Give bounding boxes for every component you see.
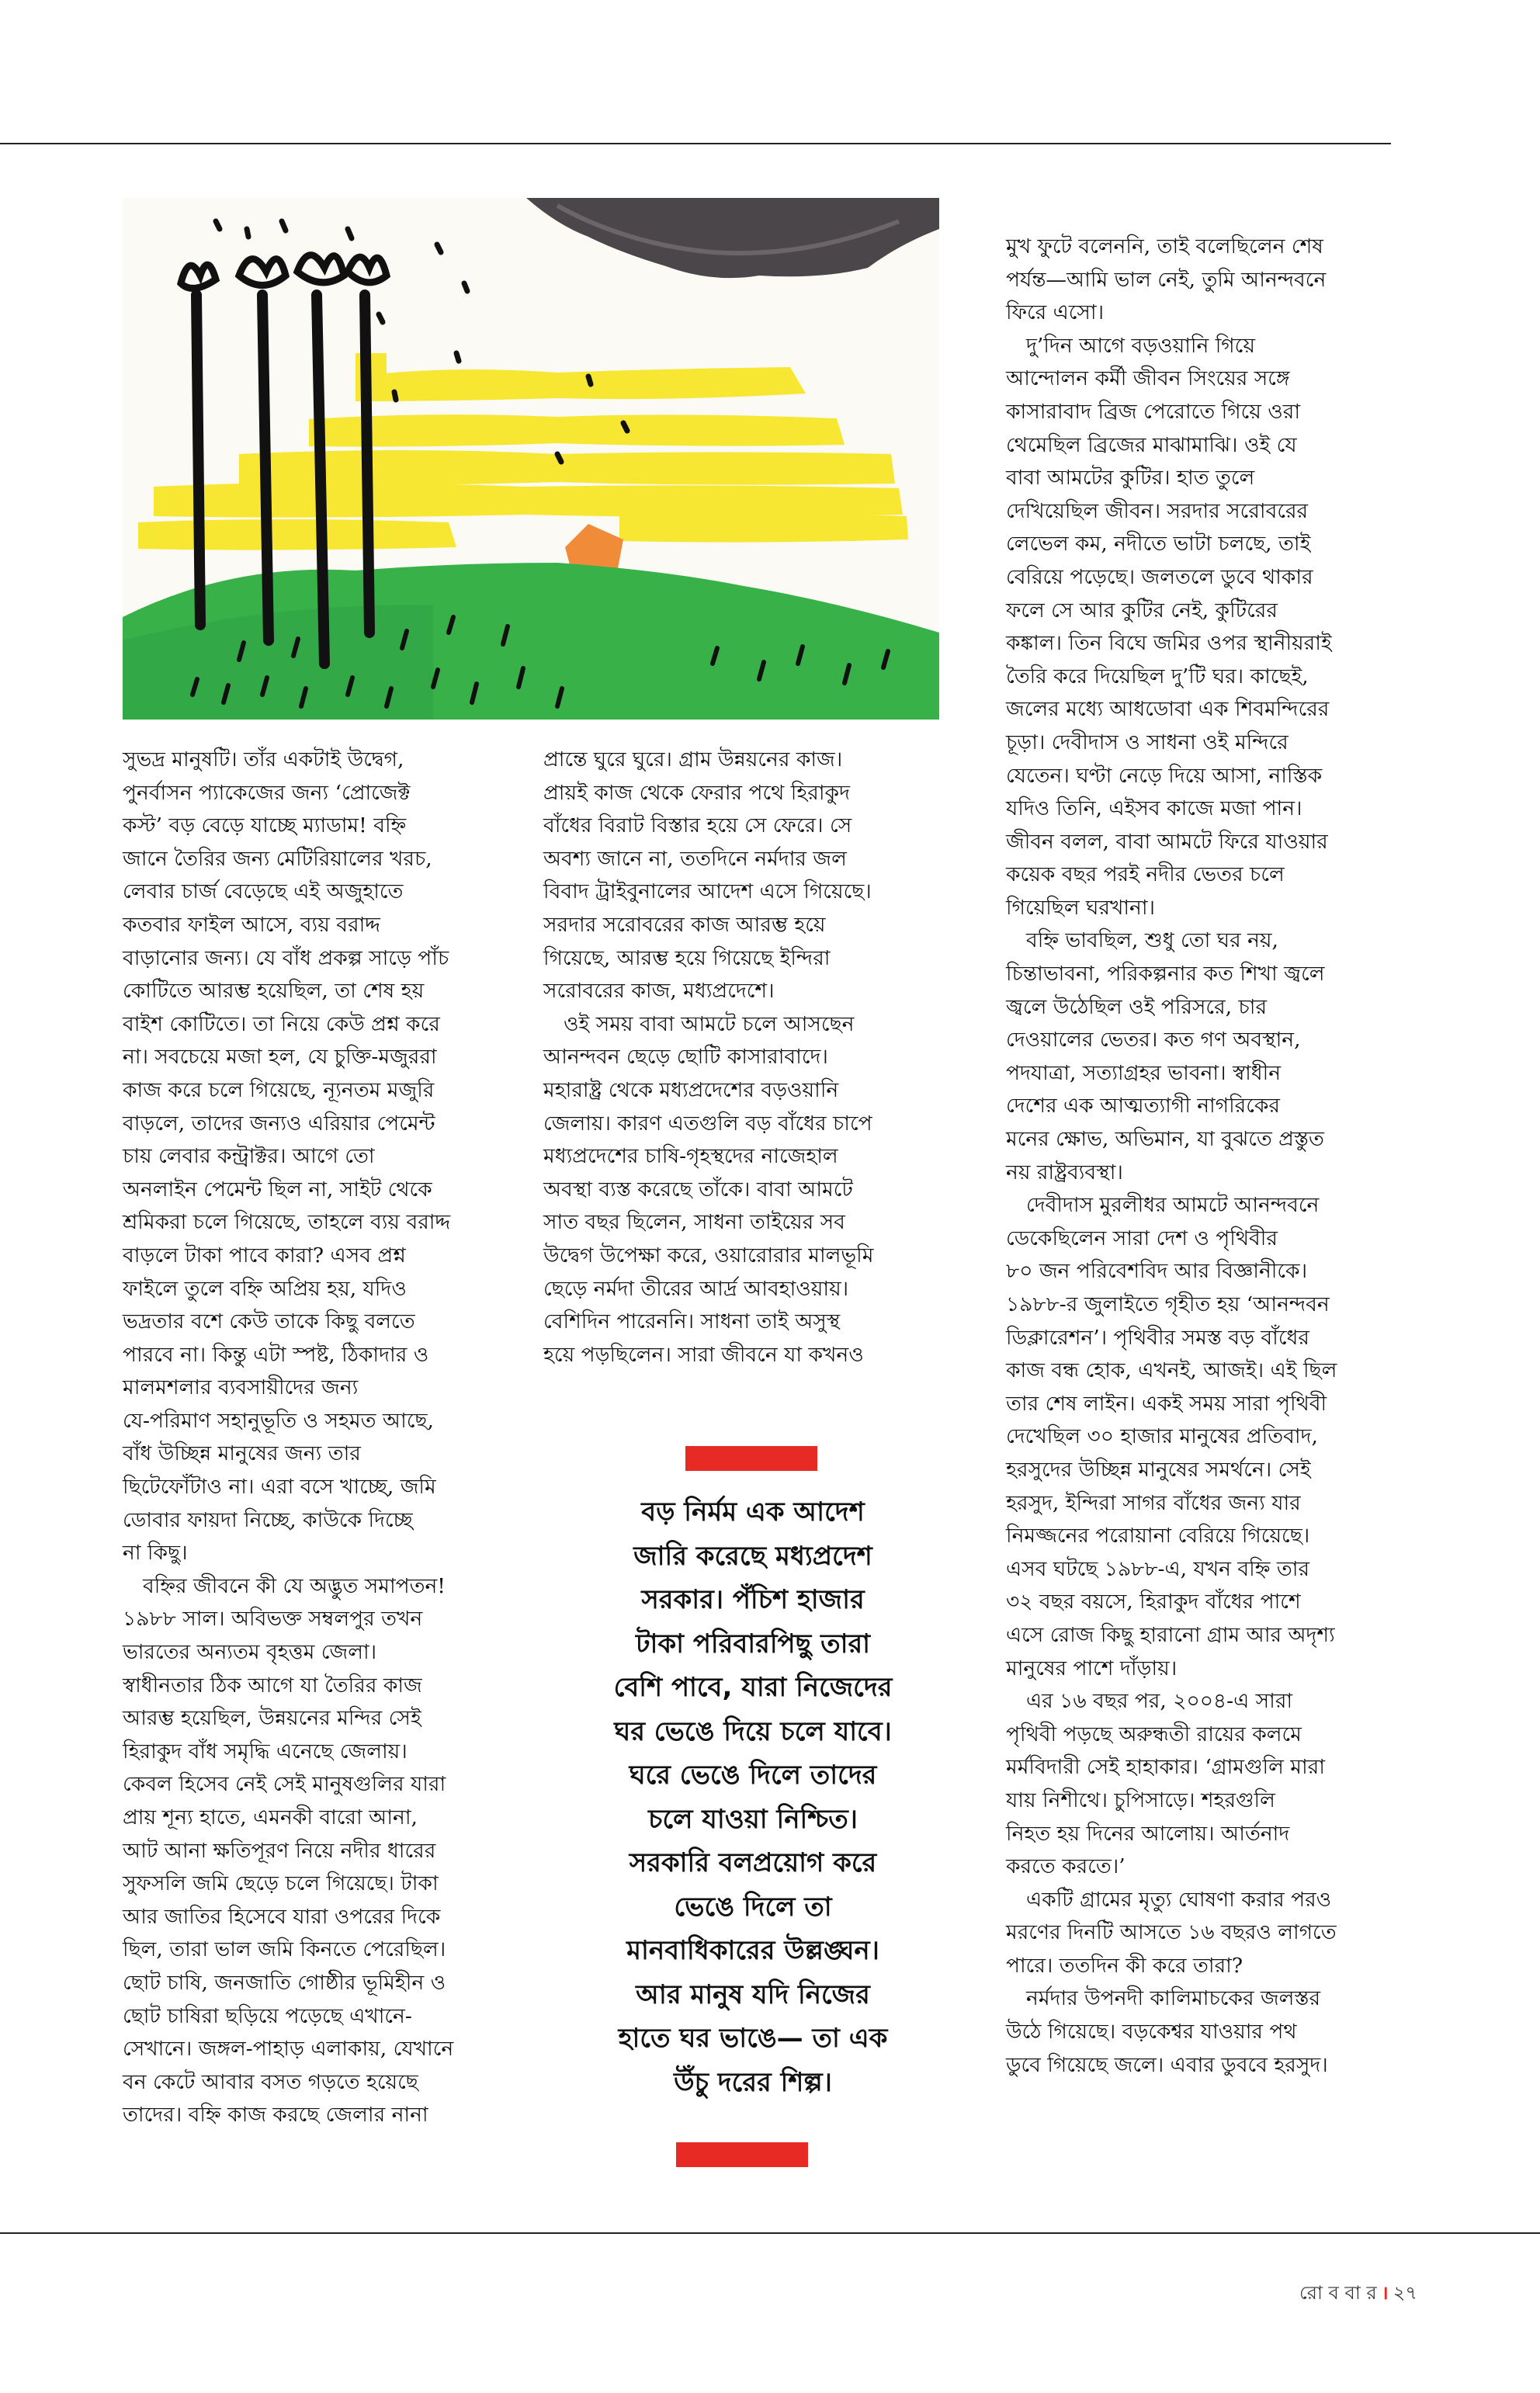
column-1-line: সুভদ্র মানুষটি। তাঁর একটাই উদ্বেগ, <box>123 747 404 772</box>
column-3-line: যেতেন। ঘণ্টা নেড়ে দিয়ে আসা, নাস্তিক <box>1006 763 1323 788</box>
column-1-line: কেবল হিসেব নেই সেই মানুষগুলির যারা <box>123 1772 446 1797</box>
column-1-line: ভদ্রতার বশে কেউ তাকে কিছু বলতে <box>123 1309 415 1334</box>
page-number: ২৭ <box>1393 2282 1417 2304</box>
column-1-line: স্বাধীনতার ঠিক আগে যা তৈরির কাজ <box>123 1673 422 1698</box>
column-1-line: মালমশলার ব্যবসায়ীদের জন্য <box>123 1375 359 1400</box>
column-1-line: অনলাইন পেমেন্ট ছিল না, সাইট থেকে <box>123 1177 432 1202</box>
column-3-line: দেবীদাস মুরলীধর আমটে আনন্দবনে <box>1026 1193 1320 1218</box>
column-2-line: সরদার সরোবরের কাজ আরম্ভ হয়ে <box>543 912 826 937</box>
column-3-line: পদযাত্রা, সত্যাগ্রহর ভাবনা। স্বাধীন <box>1006 1060 1282 1085</box>
pull-quote <box>543 1490 962 2104</box>
column-1-line: লেবার চার্জ বেড়েছে এই অজুহাতে <box>123 879 404 904</box>
pull-quote-line: সরকার। পঁচিশ হাজার <box>641 1584 865 1615</box>
column-3-line: বাবা আমটের কুটির। হাত তুলে <box>1006 466 1255 491</box>
column-3-line: ৩২ বছর বয়সে, হিরাকুদ বাঁধের পাশে <box>1006 1590 1301 1614</box>
column-2-line: বাঁধের বিরাট বিস্তার হয়ে সে ফেরে। সে <box>543 813 852 838</box>
column-2-line: প্রায়ই কাজ থেকে ফেরার পথে হিরাকুদ <box>543 780 850 805</box>
column-1-line: শ্রমিকরা চলে গিয়েছে, তাহলে ব্যয় বরাদ্দ <box>123 1210 451 1235</box>
column-2-line: বেশিদিন পারেননি। সাধনা তাই অসুস্থ <box>543 1309 841 1334</box>
column-1-line: ছোট চাষিরা ছড়িয়ে পড়েছে এখানে- <box>123 2003 412 2028</box>
column-3-line: চূড়া। দেবীদাস ও সাধনা ওই মন্দিরে <box>1006 730 1289 754</box>
column-1-line: না। সবচেয়ে মজা হল, যে চুক্তি-মজুররা <box>123 1045 437 1070</box>
pull-quote-line: সরকারি বলপ্রয়োগ করে <box>629 1847 877 1878</box>
column-3-line: পৃথিবী পড়ছে অরুন্ধতী রায়ের কলমে <box>1006 1722 1302 1746</box>
column-1-line: যে-পরিমাণ সহানুভূতি ও সহমত আছে, <box>123 1408 434 1433</box>
column-1-line: তাদের। বহ্নি কাজ করছে জেলার নানা <box>123 2103 428 2128</box>
column-3-line: পর্যন্ত—আমি ভাল নেই, তুমি আনন্দবনে <box>1006 267 1327 292</box>
column-1-line: বাঁধ উচ্ছিন্ন মানুষের জন্য তার <box>123 1441 361 1466</box>
column-2-line: উদ্বেগ উপেক্ষা করে, ওয়ারোরার মালভূমি <box>543 1243 874 1268</box>
column-3-line: বহ্নি ভাবছিল, শুধু তো ঘর নয়, <box>1026 928 1278 953</box>
column-1-line: কোটিতে আরম্ভ হয়েছিল, তা শেষ হয় <box>123 979 425 1004</box>
column-2-line: প্রান্তে ঘুরে ঘুরে। গ্রাম উন্নয়নের কাজ। <box>543 747 843 772</box>
column-3-line: এর ১৬ বছর পর, ২০০৪-এ সারা <box>1026 1689 1293 1714</box>
pull-quote-line: টাকা পরিবারপিছু তারা <box>635 1628 871 1659</box>
column-1-line: কতবার ফাইল আসে, ব্যয় বরাদ্দ <box>123 912 380 937</box>
column-3-line: উঠে গিয়েছে। বড়কেশ্বর যাওয়ার পথ <box>1006 2020 1297 2044</box>
column-3-line: দেখিয়েছিল জীবন। সরদার সরোবরের <box>1006 498 1309 523</box>
pull-quote-line: হাতে ঘর ভাঙে— তা এক <box>618 2023 888 2054</box>
column-1-line: ফাইলে তুলে বহ্নি অপ্রিয় হয়, যদিও <box>123 1276 407 1301</box>
column-3-line: জীবন বলল, বাবা আমটে ফিরে যাওয়ার <box>1006 829 1328 854</box>
column-1-line: ডোবার ফায়দা নিচ্ছে, কাউকে দিচ্ছে <box>123 1507 413 1532</box>
column-3-line: তার শেষ লাইন। একই সময় সারা পৃথিবী <box>1006 1391 1327 1416</box>
column-3-line: জ্বলে উঠেছিল ওই পরিসরে, চার <box>1006 994 1268 1019</box>
column-1-line: সেখানে। জঙ্গল-পাহাড় এলাকায়, যেখানে <box>123 2037 454 2062</box>
article-column-1 <box>123 744 511 2132</box>
column-3-line: লেভেল কম, নদীতে ভাটা চলছে, তাই <box>1006 532 1311 557</box>
column-3-line: ৮০ জন পরিবেশবিদ আর বিজ্ঞানীকে। <box>1006 1259 1308 1284</box>
column-1-line: বন কেটে আবার বসত গড়তে হয়েছে <box>123 2069 418 2094</box>
column-3-line: থেমেছিল ব্রিজের মাঝামাঝি। ওই যে <box>1006 432 1297 457</box>
column-1-line: আট আনা ক্ষতিপূরণ নিয়ে নদীর ধারের <box>123 1838 436 1863</box>
column-3-line: মুখ ফুটে বলেননি, তাই বলেছিলেন শেষ <box>1006 234 1323 258</box>
column-3-line: নিমজ্জনের পরোয়ানা বেরিয়ে গিয়েছে। <box>1006 1524 1310 1549</box>
column-1-line: প্রায় শূন্য হাতে, এমনকী বারো আনা, <box>123 1805 418 1829</box>
pull-quote-line: জারি করেছে মধ্যপ্রদেশ <box>633 1540 872 1572</box>
column-2-line: বিবাদ ট্রাইবুনালের আদেশ এসে গিয়েছে। <box>543 879 872 904</box>
column-2-line: সরোবরের কাজ, মধ্যপ্রদেশে। <box>543 979 775 1004</box>
column-3-line: ১৯৮৮-র জুলাইতে গৃহীত হয় ‘আনন্দবন <box>1006 1292 1330 1316</box>
column-3-line: চিন্তাভাবনা, পরিকল্পনার কত শিখা জ্বলে <box>1006 962 1325 987</box>
top-rule <box>0 143 1391 144</box>
column-3-line: দেখেছিল ৩০ হাজার মানুষের প্রতিবাদ, <box>1006 1424 1318 1449</box>
magazine-name: রো ব বা র <box>1299 2282 1377 2304</box>
column-3-line: হরসুদের উচ্ছিন্ন মানুষের সমর্থনে। সেই <box>1006 1457 1311 1482</box>
column-3-line: যদিও তিনি, এইসব কাজে মজা পান। <box>1006 796 1302 821</box>
column-3-line: ফলে সে আর কুটির নেই, কুটিরের <box>1006 598 1278 623</box>
column-3-line: কয়েক বছর পরই নদীর ভেতর চলে <box>1006 862 1285 887</box>
column-3-line: দু’দিন আগে বড়ওয়ানি গিয়ে <box>1026 333 1255 358</box>
column-1-line: বাড়ানোর জন্য। যে বাঁধ প্রকল্প সাড়ে পাঁচ <box>123 945 449 970</box>
column-1-line: ছিটেফোঁটাও না। এরা বসে খাচ্ছে, জমি <box>123 1475 436 1500</box>
column-3-line: তৈরি করে দিয়েছিল দু’টি ঘর। কাছেই, <box>1006 664 1309 688</box>
column-3-line: ডুবে গিয়েছে জলে। এবার ডুববে হরসুদ। <box>1006 2052 1328 2077</box>
bottom-rule <box>0 2232 1540 2234</box>
column-2-line: হয়ে পড়ছিলেন। সারা জীবনে যা কখনও <box>543 1342 864 1367</box>
column-2-line: গিয়েছে, আরম্ভ হয়ে গিয়েছে ইন্দিরা <box>543 945 831 970</box>
column-3-line: জলের মধ্যে আধডোবা এক শিবমন্দিরের <box>1006 697 1330 722</box>
column-1-line: ১৯৮৮ সাল। অবিভক্ত সম্বলপুর তখন <box>123 1607 423 1632</box>
column-3-line: বেরিয়ে পড়েছে। জলতলে ডুবে থাকার <box>1006 564 1313 589</box>
article-column-2 <box>543 744 947 1372</box>
pullquote-bottom-bar <box>676 2142 808 2167</box>
pull-quote-line: মানবাধিকারের উল্লঙ্ঘন। <box>626 1935 879 1966</box>
column-1-line: বাড়লে, তাদের জন্যও এরিয়ার পেমেন্ট <box>123 1111 435 1136</box>
column-1-line: না কিছু। <box>123 1541 188 1566</box>
column-1-line: ছোট চাষি, জনজাতি গোষ্ঠীর ভূমিহীন ও <box>123 1970 446 1995</box>
column-3-line: মনের ক্ষোভ, অভিমান, যা বুঝতে প্রস্তুত <box>1006 1127 1324 1152</box>
illustration-painting <box>123 198 939 720</box>
column-3-line: করতে করতে।’ <box>1006 1854 1126 1879</box>
column-1-line: ভারতের অন্যতম বৃহত্তম জেলা। <box>123 1640 377 1665</box>
column-3-line: ডেকেছিলেন সারা দেশ ও পৃথিবীর <box>1006 1226 1278 1250</box>
column-3-line: নিহত হয় দিনের আলোয়। আর্তনাদ <box>1006 1821 1290 1846</box>
pull-quote-line: ঘর ভেঙে দিয়ে চলে যাবে। <box>614 1715 892 1747</box>
column-2-line: সাত বছর ছিলেন, সাধনা তাইয়ের সব <box>543 1210 845 1235</box>
column-3-line: ফিরে এসো। <box>1006 300 1105 325</box>
pull-quote-line: ঘরে ভেঙে দিলে তাদের <box>629 1760 877 1791</box>
column-3-line: কাজ বন্ধ হোক, এখনই, আজই। এই ছিল <box>1006 1358 1337 1383</box>
column-1-line: বহ্নির জীবনে কী যে অদ্ভুত সমাপতন! <box>143 1573 446 1598</box>
column-1-line: হিরাকুদ বাঁধ সমৃদ্ধি এনেছে জেলায়। <box>123 1739 408 1764</box>
article-column-3 <box>1006 231 1394 2082</box>
column-3-line: দেশের এক আত্মত্যাগী নাগরিকের <box>1006 1094 1280 1118</box>
column-3-line: মর্মবিদারী সেই হাহাকার। ‘গ্রামগুলি মারা <box>1006 1755 1325 1780</box>
pull-quote-line: বড় নির্মম এক আদেশ <box>641 1496 865 1528</box>
column-1-line: সুফসলি জমি ছেড়ে চলে গিয়েছে। টাকা <box>123 1871 439 1896</box>
column-3-line: আন্দোলন কর্মী জীবন সিংয়ের সঙ্গে <box>1006 366 1290 391</box>
column-1-line: কাজ করে চলে গিয়েছে, ন্যূনতম মজুরি <box>123 1077 435 1102</box>
column-3-line: পারে। ততদিন কী করে তারা? <box>1006 1953 1243 1978</box>
pull-quote-line: ভেঙে দিলে তা <box>674 1891 832 1923</box>
pull-quote-line: আর মানুষ যদি নিজের <box>636 1979 870 2010</box>
column-1-line: জানে তৈরির জন্য মেটিরিয়ালের খরচ, <box>123 846 432 871</box>
column-3-line: এসে রোজ কিছু হারানো গ্রাম আর অদৃশ্য <box>1006 1622 1335 1647</box>
pull-quote-line: বেশি পাবে, যারা নিজেদের <box>613 1672 893 1703</box>
column-3-line: যায় নিশীথে। চুপিসাড়ে। শহরগুলি <box>1006 1788 1275 1812</box>
column-3-line: দেওয়ালের ভেতর। কত গণ অবস্থান, <box>1006 1028 1301 1053</box>
pull-quote-line: চলে যাওয়া নিশ্চিত। <box>648 1803 858 1835</box>
column-1-line: আরম্ভ হয়েছিল, উন্নয়নের মন্দির সেই <box>123 1706 421 1731</box>
column-1-line: আর জাতির হিসেবে যারা ওপরের দিকে <box>123 1904 441 1929</box>
column-3-line: মানুষের পাশে দাঁড়ায়। <box>1006 1656 1178 1680</box>
column-1-line: চায় লেবার কন্ট্রাক্টর। আগে তো <box>123 1144 375 1169</box>
column-3-line: মরণের দিনটি আসতে ১৬ বছরও লাগতে <box>1006 1920 1337 1945</box>
column-1-line: বাইশ কোটিতে। তা নিয়ে কেউ প্রশ্ন করে <box>123 1011 440 1036</box>
column-2-line: মধ্যপ্রদেশের চাষি-গৃহস্থদের নাজেহাল <box>543 1144 838 1169</box>
pullquote-top-bar <box>685 1446 817 1471</box>
column-2-line: জেলায়। কারণ এতগুলি বড় বাঁধের চাপে <box>543 1111 872 1136</box>
pull-quote-line: উঁচু দরের শিল্প। <box>674 2066 832 2098</box>
column-3-line: নয় রাষ্ট্রব্যবস্থা। <box>1006 1160 1123 1184</box>
footer-separator: । <box>1381 2282 1389 2304</box>
painting-artwork <box>123 198 939 720</box>
column-3-line: নর্মদার উপনদী কালিমাচকের জলস্তর <box>1026 1986 1321 2011</box>
column-2-line: অবশ্য জানে না, ততদিনে নর্মদার জল <box>543 846 847 871</box>
column-2-line: ছেড়ে নর্মদা তীরের আর্দ্র আবহাওয়ায়। <box>543 1276 849 1301</box>
column-3-line: একটি গ্রামের মৃত্যু ঘোষণা করার পরও <box>1026 1887 1332 1912</box>
column-2-line: আনন্দবন ছেড়ে ছোটি কাসারাবাদে। <box>543 1045 828 1070</box>
column-3-line: গিয়েছিল ঘরখানা। <box>1006 895 1156 920</box>
column-3-line: কাসারাবাদ ব্রিজ পেরোতে গিয়ে ওরা <box>1006 399 1301 424</box>
column-3-line: কঙ্কাল। তিন বিঘে জমির ওপর স্থানীয়রাই <box>1006 631 1332 656</box>
page-footer <box>1299 2279 1417 2310</box>
column-3-line: হরসুদ, ইন্দিরা সাগর বাঁধের জন্য যার <box>1006 1490 1301 1515</box>
column-2-line: ওই সময় বাবা আমটে চলে আসছেন <box>564 1011 855 1036</box>
column-1-line: ছিল, তারা ভাল জমি কিনতে পেরেছিল। <box>123 1937 446 1962</box>
column-2-line: মহারাষ্ট্র থেকে মধ্যপ্রদেশের বড়ওয়ানি <box>543 1077 839 1102</box>
column-1-line: কস্ট’ বড় বেড়ে যাচ্ছে ম্যাডাম! বহ্নি <box>123 813 407 838</box>
column-1-line: পুনর্বাসন প্যাকেজের জন্য ‘প্রোজেক্ট <box>123 780 411 805</box>
column-2-line: অবস্থা ব্যস্ত করেছে তাঁকে। বাবা আমটে <box>543 1177 853 1202</box>
column-3-line: এসব ঘটছে ১৯৮৮-এ, যখন বহ্নি তার <box>1006 1556 1310 1581</box>
column-1-line: বাড়লে টাকা পাবে কারা? এসব প্রশ্ন <box>123 1243 406 1268</box>
column-1-line: পারবে না। কিন্তু এটা স্পষ্ট, ঠিকাদার ও <box>123 1342 429 1367</box>
column-3-line: ডিক্লারেশন’। পৃথিবীর সমস্ত বড় বাঁধের <box>1006 1325 1309 1350</box>
